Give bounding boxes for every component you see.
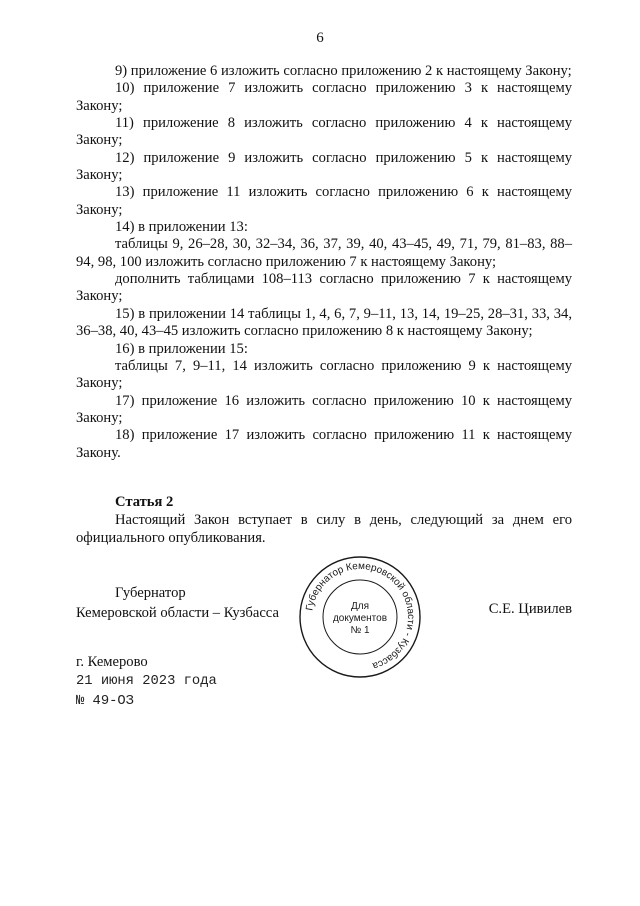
list-item: 10) приложение 7 изложить согласно приложению 3 к настоящему Закону; xyxy=(76,80,572,114)
seal-ring-text: Губернатор Кемеровской области - Кузбасса xyxy=(304,560,417,672)
list-item: 16) в приложении 15: xyxy=(115,340,248,357)
city: г. Кемерово xyxy=(76,654,148,670)
list-subitem: дополнить таблицами 108–113 согласно приложению 7 к настоящему Закону; xyxy=(76,271,572,305)
list-subitem: таблицы 7, 9–11, 14 изложить согласно приложению 9 к настоящему Закону; xyxy=(76,357,572,392)
list-item: 11) приложение 8 изложить согласно приложению 4 к настоящему Закону; xyxy=(76,115,572,149)
seal-center-line1: Для xyxy=(350,601,370,612)
amendment-list xyxy=(76,63,572,462)
list-subitem: таблицы 9, 26–28, 30, 32–34, 36, 37, 39, 40, 43–45, 49, 71, 79, 81–83, 88–94, 98, 100 изложить согласно приложению 7 к настоящему Закону; xyxy=(76,236,572,270)
signatory-title-line2: Кемеровской области – Кузбасса xyxy=(76,605,279,621)
seal-center-line2: документов xyxy=(332,613,388,624)
signatory-title-line1: Губернатор xyxy=(115,585,186,601)
list-item: 14) в приложении 13: xyxy=(115,219,248,236)
law-number: № 49-ОЗ xyxy=(76,694,134,709)
law-date: 21 июня 2023 года xyxy=(76,674,217,689)
list-item: 13) приложение 11 изложить согласно приложению 6 к настоящему Закону; xyxy=(76,184,572,218)
list-item: 12) приложение 9 изложить согласно приложению 5 к настоящему Закону; xyxy=(76,149,572,184)
list-item: 18) приложение 17 изложить согласно приложению 11 к настоящему Закону. xyxy=(76,427,572,461)
page-number: 6 xyxy=(316,30,324,46)
list-item: 17) приложение 16 изложить согласно приложению 10 к настоящему Закону; xyxy=(76,392,572,426)
list-item: 9) приложение 6 изложить согласно приложению 2 к настоящему Закону; xyxy=(115,63,572,79)
signatory-title xyxy=(76,583,279,623)
signatory-name: С.Е. Цивилев xyxy=(488,601,572,617)
article-heading: Статья 2 xyxy=(115,494,174,510)
article-text: Настоящий Закон вступает в силу в день, следующий за днем его официального опубликования. xyxy=(76,512,572,546)
seal-center-line3: № 1 xyxy=(350,625,370,636)
official-seal xyxy=(298,555,422,679)
list-item: 15) в приложении 14 таблицы 1, 4, 6, 7, 9–11, 13, 14, 19–25, 28–31, 33, 34, 36–38, 40, 43–45 изложить согласно приложению 8 к настоящему Закону; xyxy=(76,305,572,340)
